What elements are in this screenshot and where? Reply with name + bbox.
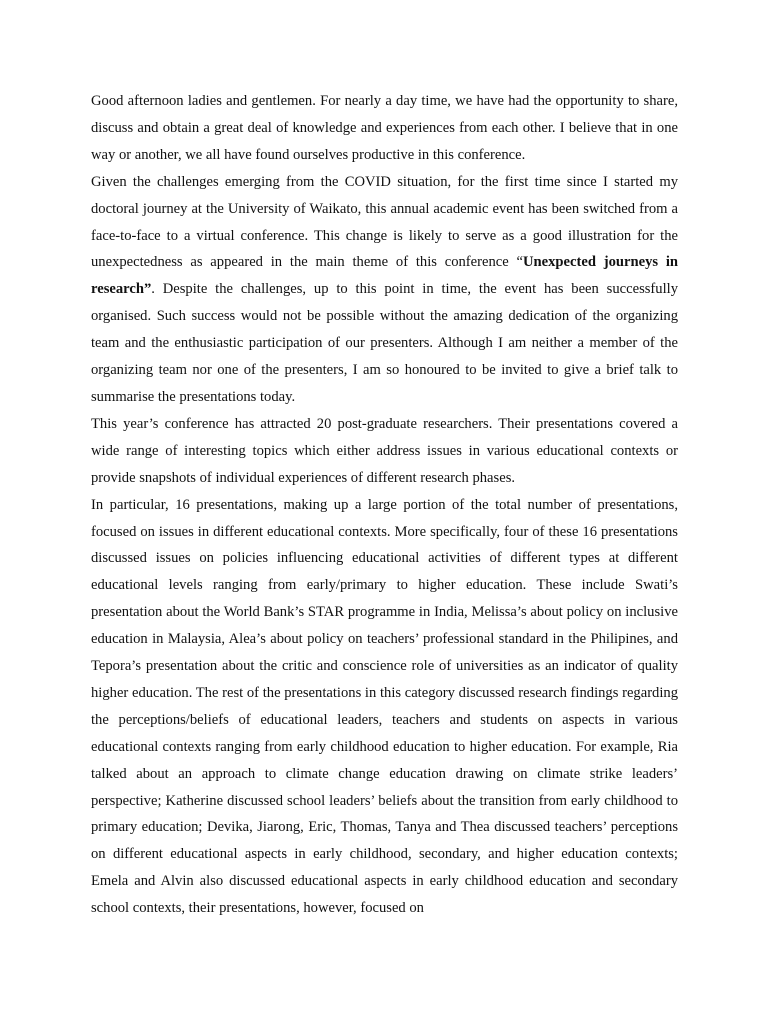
conference-theme-bold: Unexpected journeys in research” xyxy=(91,254,678,298)
paragraph-covid-text-before: Given the challenges emerging from the COVID situation, for the first time since I started my doctoral journey at the University of Waikato, this annual academic event has been switched from a face-to-face to a virtual conference. This change is likely to serve as a good illustration for the unexpectedness as appeared in the main theme of this conference “ xyxy=(91,173,678,271)
paragraph-details: In particular, 16 presentations, making up a large portion of the total number of presentations, focused on issues in different educational contexts. More specifically, four of these 16 presentations discussed issues on policies influencing educational activities of different types at different educational levels ranging from early/primary to higher education. These include Swati’s presentation about the World Bank’s STAR programme in India, Melissa’s about policy on inclusive education in Malaysia, Alea’s about policy on teachers’ professional standard in the Philipines, and Tepora’s presentation about the critic and conscience role of universities as an indicator of quality higher education. The rest of the presentations in this category discussed research findings regarding the perceptions/beliefs of educational leaders, teachers and students on aspects in various educational contexts ranging from early childhood education to higher education. For example, Ria talked about an approach to climate change education drawing on climate strike leaders’ perspective; Katherine discussed school leaders’ beliefs about the transition from early childhood to primary education; Devika, Jiarong, Eric, Thomas, Tanya and Thea discussed teachers’ perceptions on different educational aspects in early childhood, secondary, and higher education contexts; Emela and Alvin also discussed educational aspects in early childhood education and secondary school contexts, their presentations, however, focused on xyxy=(91,496,678,917)
paragraph-covid-context xyxy=(91,169,678,411)
paragraph-opening: Good afternoon ladies and gentlemen. For nearly a day time, we have had the opportunity to share, discuss and obtain a great deal of knowledge and experiences from each other. I believe that in one way or another, we all have found ourselves productive in this conference. xyxy=(91,93,678,163)
paragraph-covid-text-after: . Despite the challenges, up to this point in time, the event has been successfully organised. Such success would not be possible without the amazing dedication of the organizing team and the enthusiastic participation of our presenters. Although I am neither a member of the organizing team nor one of the presenters, I am so honoured to be invited to give a brief talk to summarise the presentations today. xyxy=(91,281,678,405)
paragraph-overview: This year’s conference has attracted 20 post-graduate researchers. Their presentations covered a wide range of interesting topics which either address issues in various educational contexts or provide snapshots of individual experiences of different research phases. xyxy=(91,415,678,486)
